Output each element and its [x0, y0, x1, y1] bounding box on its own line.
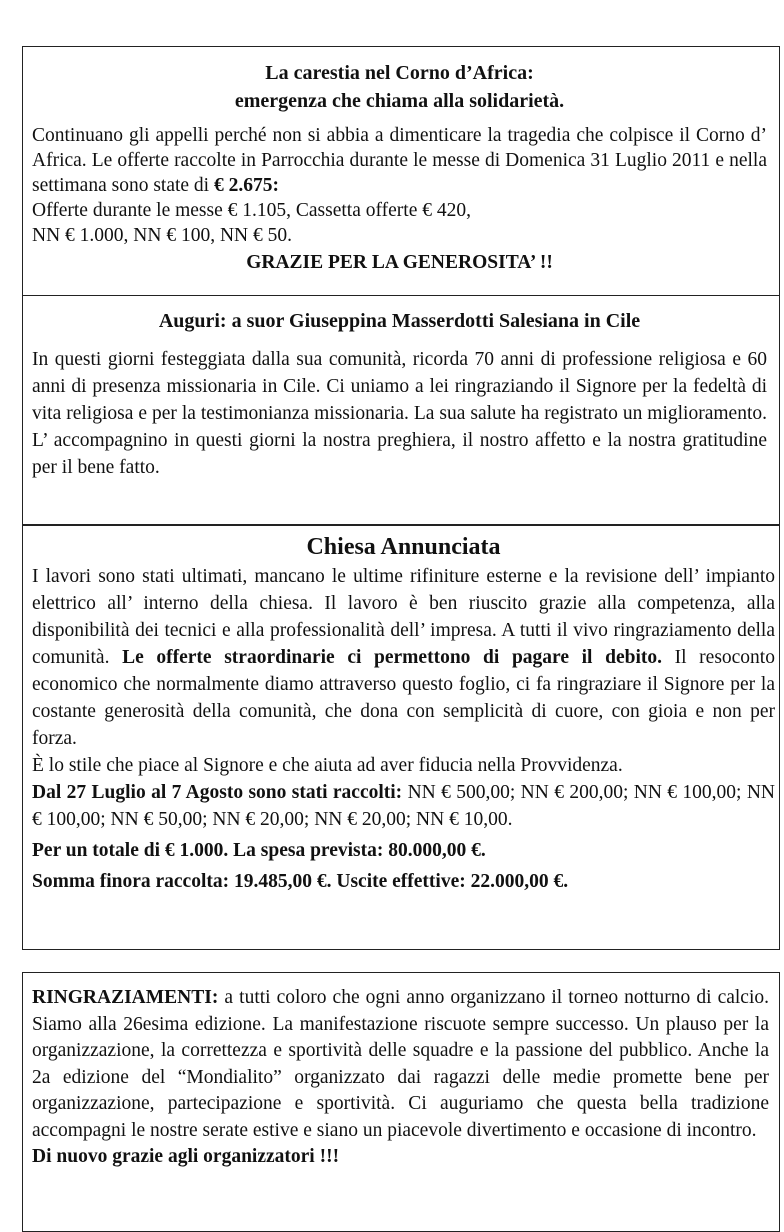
church-totale: Per un totale di € 1.000. La spesa prevista: 80.000,00 €. — [32, 840, 486, 861]
ringraziamenti-label: RINGRAZIAMENTI: — [32, 987, 219, 1008]
famine-body — [32, 123, 767, 198]
wishes-body: In questi giorni festeggiata dalla sua comunità, ricorda 70 anni di professione religiosa e 60 anni di presenza missionaria in Cile. Ci uniamo a lei ringraziando il Signore per la fedeltà di vita religiosa e per la testimonianza missionaria. La sua salute ha registrato un miglioramento. L’ accompagnino in questi giorni la nostra preghiera, il nostro affetto e la nostra gratitudine per il bene fatto. — [32, 348, 767, 478]
wishes-title: Auguri: a suor Giuseppina Masserdotti Salesiana in Cile — [158, 309, 641, 332]
ringraziamenti-text: a tutti coloro che ogni anno organizzano il torneo notturno di calcio. Siamo alla 26esima edizione. La manifestazione riscuote sempre successo. Un plauso per la organizzazione, la correttezza e sportività delle squadre e la passione del pubblico. Anche la 2a edizione del “Mondialito” organizzato dai ragazzi delle medie promette bene per organizzazione, partecipazione e sportività. Ci auguriamo che questa bella tradizione accompagni le nostre serate estive e siano un piacevole divertimento e occasione di incontro. — [32, 987, 769, 1141]
famine-total-amount: € 2.675: — [213, 175, 279, 196]
church-raccolti-values: NN € 500,00; NN € 200,00; NN € 100,00; NN € 100,00; NN € 50,00; NN € 20,00; NN € 20,00; NN € 10,00. — [32, 782, 775, 830]
famine-body-text: Continuano gli appelli perché non si abbia a dimenticare la tragedia che colpisce il Corno d’ Africa. Le offerte raccolte in Parrocchia durante le messe di Domenica 31 Luglio 2011 e nella settimana sono state di — [32, 125, 767, 196]
famine-offerte-line1: Offerte durante le messe € 1.105, Cassetta offerte € 420, — [32, 200, 471, 221]
church-raccolti-label: Dal 27 Luglio al 7 Agosto sono stati raccolti: — [32, 782, 403, 803]
famine-title-line2: emergenza che chiama alla solidarietà. — [234, 90, 565, 112]
famine-thanks: GRAZIE PER LA GENEROSITA’ !! — [246, 252, 553, 273]
church-title: Chiesa Annunciata — [306, 534, 501, 560]
birthday-wishes-section — [22, 295, 780, 526]
church-stile: È lo stile che piace al Signore e che aiuta ad aver fiducia nella Provvidenza. — [32, 755, 623, 776]
church-body-part2: Il resoconto economico che normalmente diamo attraverso questo foglio, ci fa ringraziare il Signore per la costante generosità della comunità, che dona con semplicità di cuore, con gioia e non per forza. — [32, 647, 775, 749]
church-body — [32, 563, 775, 752]
famine-title — [32, 59, 767, 115]
church-annunciata-section — [22, 524, 780, 950]
ringraziamenti-section — [22, 972, 780, 1232]
church-somma: Somma finora raccolta: 19.485,00 €. Uscite effettive: 22.000,00 €. — [32, 871, 569, 892]
famine-title-line1: La carestia nel Corno d’Africa: — [265, 62, 534, 84]
bulletin-page — [22, 46, 780, 1232]
famine-offerte-line2: NN € 1.000, NN € 100, NN € 50. — [32, 225, 292, 246]
church-raccolti — [32, 779, 775, 833]
church-body-bold: Le offerte straordinarie ci permettono di pagare il debito. — [122, 647, 662, 668]
famine-appeal-section — [22, 46, 780, 296]
ringraziamenti-body — [32, 985, 769, 1144]
church-body-part1: I lavori sono stati ultimati, mancano le ultime rifiniture esterne e la revisione dell’ impianto elettrico all’ interno della chiesa. Il lavoro è ben riuscito grazie alla competenza, alla disponibilità dei tecnici e alla professionalità dell’ impresa. A tutti il vivo ringraziamento della comunità. — [32, 566, 775, 668]
ringraziamenti-closing: Di nuovo grazie agli organizzatori !!! — [32, 1146, 340, 1167]
